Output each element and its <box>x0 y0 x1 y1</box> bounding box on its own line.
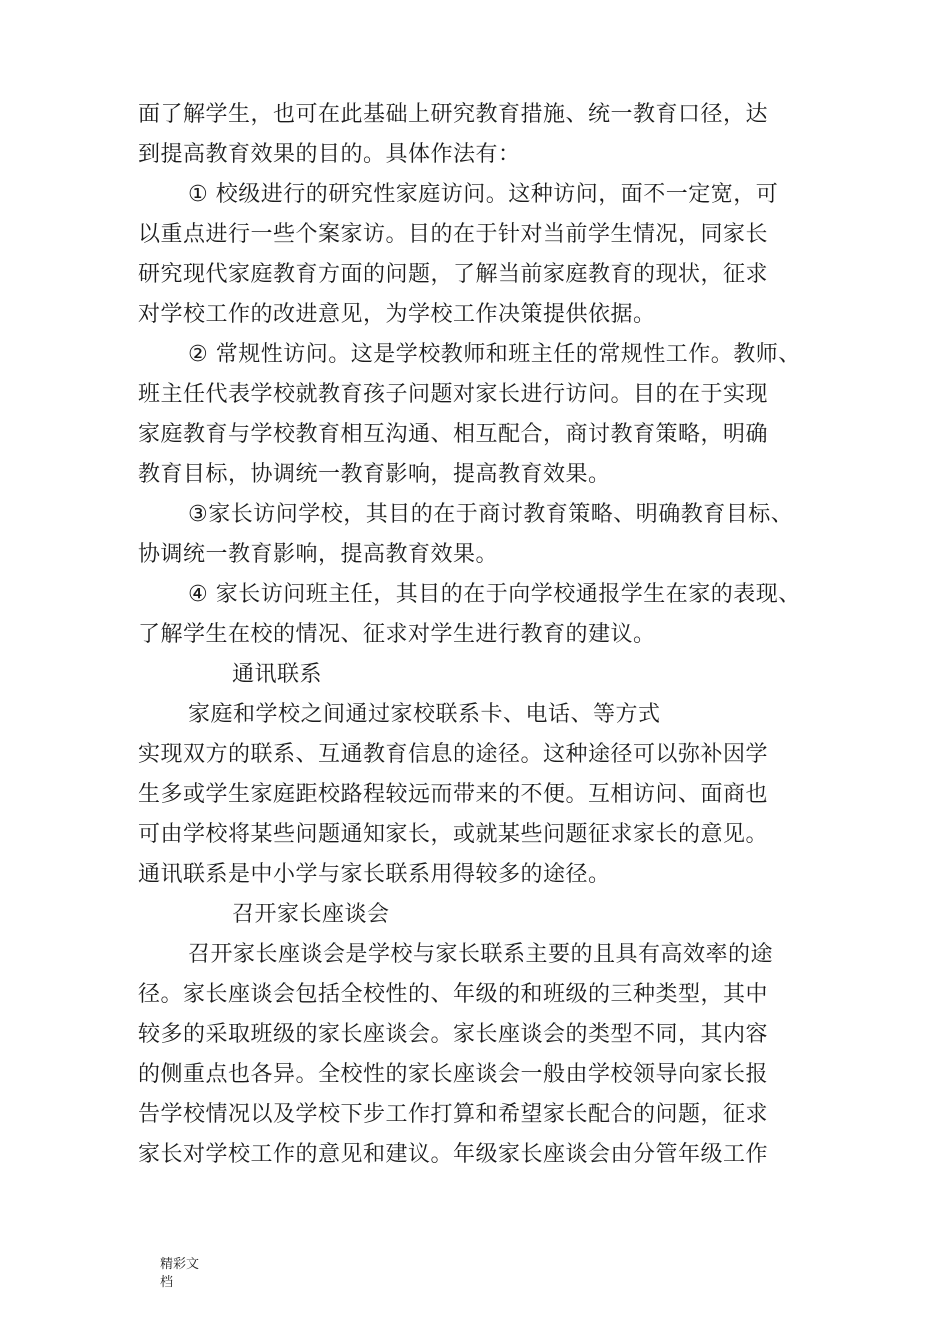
body-text-line: 告学校情况以及学校下步工作打算和希望家长配合的问题，征求 <box>138 1102 769 1127</box>
body-text-line: 面了解学生，也可在此基础上研究教育措施、统一教育口径，达 <box>138 102 769 127</box>
body-text-line: 协调统一教育影响，提高教育效果。 <box>138 542 499 567</box>
list-item-4-line: ④ 家长访问班主任，其目的在于向学校通报学生在家的表现、 <box>188 582 801 607</box>
body-text-line: 通讯联系是中小学与家长联系用得较多的途径。 <box>138 862 611 887</box>
body-text-line: 的侧重点也各异。全校性的家长座谈会一般由学校领导向家长报 <box>138 1062 769 1087</box>
body-text-line: 实现双方的联系、互通教育信息的途径。这种途径可以弥补因学 <box>138 742 769 767</box>
section-heading: 通讯联系 <box>232 662 323 687</box>
body-text-line: 教育目标，协调统一教育影响，提高教育效果。 <box>138 462 611 487</box>
body-text-line: 班主任代表学校就教育孩子问题对家长进行访问。目的在于实现 <box>138 382 769 407</box>
paragraph-first-line: 家庭和学校之间通过家校联系卡、电话、等方式 <box>188 702 661 727</box>
section-heading: 召开家长座谈会 <box>232 902 390 927</box>
footer-text-line-1: 精彩文 <box>160 1257 200 1272</box>
list-item-2-line: ② 常规性访问。这是学校教师和班主任的常规性工作。教师、 <box>188 342 801 367</box>
body-text-line: 了解学生在校的情况、征求对学生进行教育的建议。 <box>138 622 656 647</box>
body-text-line: 生多或学生家庭距校路程较远而带来的不便。互相访问、面商也 <box>138 782 769 807</box>
body-text-line: 对学校工作的改进意见，为学校工作决策提供依据。 <box>138 302 656 327</box>
body-text-line: 到提高教育效果的目的。具体作法有： <box>138 142 521 167</box>
body-text-line: 可由学校将某些问题通知家长，或就某些问题征求家长的意见。 <box>138 822 769 847</box>
footer-text-line-2: 档 <box>160 1275 174 1290</box>
body-text-line: 以重点进行一些个案家访。目的在于针对当前学生情况，同家长 <box>138 222 769 247</box>
body-text-line: 径。家长座谈会包括全校性的、年级的和班级的三种类型，其中 <box>138 982 769 1007</box>
list-item-3-line: ③家长访问学校，其目的在于商讨教育策略、明确教育目标、 <box>188 502 794 527</box>
body-text-line: 研究现代家庭教育方面的问题，了解当前家庭教育的现状，征求 <box>138 262 769 287</box>
list-item-1-line: ① 校级进行的研究性家庭访问。这种访问，面不一定宽，可 <box>188 182 779 207</box>
body-text-line: 较多的采取班级的家长座谈会。家长座谈会的类型不同，其内容 <box>138 1022 769 1047</box>
paragraph-first-line: 召开家长座谈会是学校与家长联系主要的且具有高效率的途 <box>188 942 774 967</box>
body-text-line: 家长对学校工作的意见和建议。年级家长座谈会由分管年级工作 <box>138 1142 769 1167</box>
body-text-line: 家庭教育与学校教育相互沟通、相互配合，商讨教育策略，明确 <box>138 422 769 447</box>
